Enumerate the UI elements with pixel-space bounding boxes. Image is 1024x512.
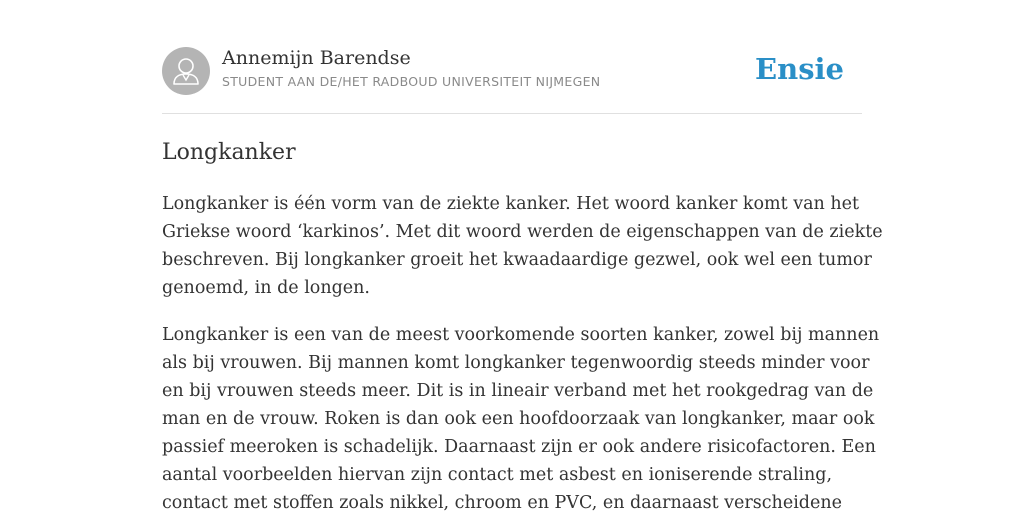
paragraph-line: man en de vrouw. Roken is dan ook een hoofdoorzaak van longkanker, maar ook (162, 409, 875, 429)
paragraph-line: Griekse woord ‘karkinos’. Met dit woord werden de eigenschappen van de ziekte (162, 222, 883, 242)
article-body (162, 190, 883, 512)
avatar[interactable] (162, 47, 210, 95)
author-header (162, 46, 862, 96)
author-name[interactable]: Annemijn Barendse (222, 47, 411, 69)
paragraph-line: passief meeroken is schadelijk. Daarnaast zijn er ook andere risicofactoren. Een (162, 437, 876, 457)
user-icon (162, 47, 210, 95)
paragraph-line: Longkanker is een van de meest voorkomende soorten kanker, zowel bij mannen (162, 325, 880, 345)
paragraph-1 (162, 190, 883, 302)
paragraph-line: genoemd, in de longen. (162, 278, 370, 298)
paragraph-line: Longkanker is één vorm van de ziekte kanker. Het woord kanker komt van het (162, 194, 860, 214)
paragraph-line: en bij vrouwen steeds meer. Dit is in lineair verband met het rookgedrag van de (162, 381, 874, 401)
paragraph-line: aantal voorbeelden hiervan zijn contact met asbest en ioniserende straling, (162, 465, 833, 485)
ensie-logo[interactable]: Ensie (755, 52, 844, 86)
paragraph-2 (162, 321, 880, 512)
paragraph-line: beschreven. Bij longkanker groeit het kwaadaardige gezwel, ook wel een tumor (162, 250, 872, 270)
header-divider (162, 113, 862, 114)
author-role: STUDENT AAN DE/HET RADBOUD UNIVERSITEIT NIJMEGEN (222, 74, 601, 89)
paragraph-line: als bij vrouwen. Bij mannen komt longkanker tegenwoordig steeds minder voor (162, 353, 870, 373)
paragraph-line: contact met stoffen zoals nikkel, chroom en PVC, en daarnaast verscheidene (162, 493, 842, 512)
article-title: Longkanker (162, 140, 296, 165)
